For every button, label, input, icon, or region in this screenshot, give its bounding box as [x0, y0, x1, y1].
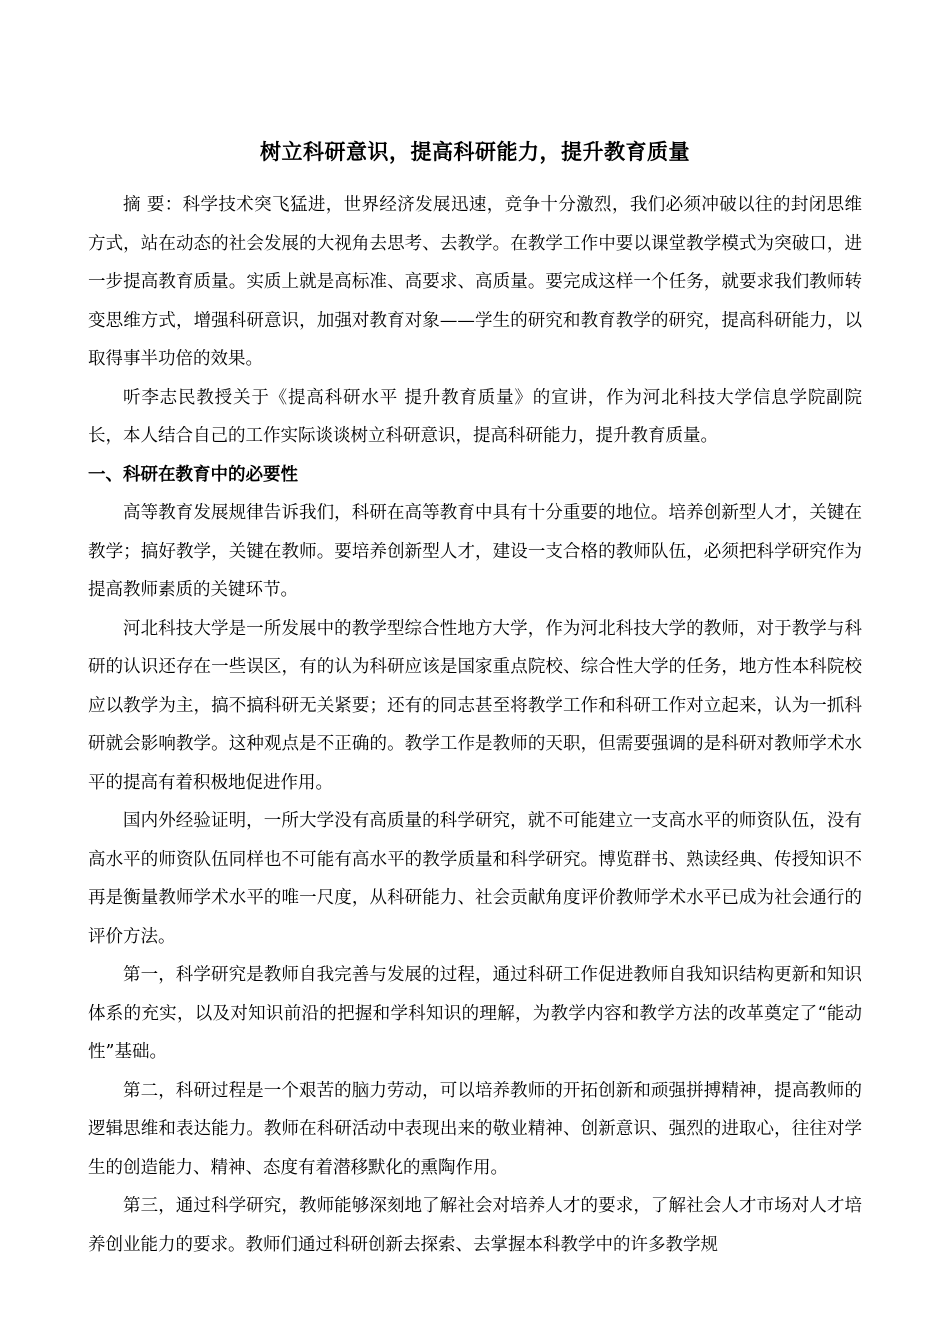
body-paragraph: 国内外经验证明，一所大学没有高质量的科学研究，就不可能建立一支高水平的师资队伍，没有高水平的师资队伍同样也不可能有高水平的教学质量和科学研究。博览群书、熟读经典、传授知识不再是衡量教师学术水平的唯一尺度，从科研能力、社会贡献角度评价教师学术水平已成为社会通行的评价方法。 — [88, 811, 862, 947]
body-paragraph: 第二，科研过程是一个艰苦的脑力劳动，可以培养教师的开拓创新和顽强拼搏精神，提高教师的逻辑思维和表达能力。教师在科研活动中表现出来的敬业精神、创新意识、强烈的进取心，往往对学生的创造能力、精神、态度有着潜移默化的熏陶作用。 — [88, 1080, 862, 1178]
document-page — [88, 136, 862, 1264]
body-paragraph: 高等教育发展规律告诉我们，科研在高等教育中具有十分重要的地位。培养创新型人才，关键在教学；搞好教学，关键在教师。要培养创新型人才，建设一支合格的教师队伍，必须把科学研究作为提高教师素质的关键环节。 — [88, 503, 862, 600]
body-paragraph: 第三，通过科学研究，教师能够深刻地了解社会对培养人才的要求，了解社会人才市场对人才培养创业能力的要求。教师们通过科研创新去探索、去掌握本科教学中的许多教学规 — [88, 1196, 862, 1255]
abstract-paragraph: 摘 要：科学技术突飞猛进，世界经济发展迅速，竞争十分激烈，我们必须冲破以往的封闭思维方式，站在动态的社会发展的大视角去思考、去教学。在教学工作中要以课堂教学模式为突破口，进一步提高教育质量。实质上就是高标准、高要求、高质量。要完成这样一个任务，就要求我们教师转变思维方式，增强科研意识，加强对教育对象——学生的研究和教育教学的研究，提高科研能力，以取得事半功倍的效果。 — [88, 195, 862, 369]
body-paragraph: 第一，科学研究是教师自我完善与发展的过程，通过科研工作促进教师自我知识结构更新和知识体系的充实，以及对知识前沿的把握和学科知识的理解，为教学内容和教学方法的改革奠定了“能动性”基础。 — [88, 965, 862, 1062]
body-paragraph: 河北科技大学是一所发展中的教学型综合性地方大学，作为河北科技大学的教师，对于教学与科研的认识还存在一些误区，有的认为科研应该是国家重点院校、综合性大学的任务，地方性本科院校应以教学为主，搞不搞科研无关紧要；还有的同志甚至将教学工作和科研工作对立起来，认为一抓科研就会影响教学。这种观点是不正确的。教学工作是教师的天职，但需要强调的是科研对教师学术水平的提高有着积极地促进作用。 — [88, 618, 862, 793]
intro-paragraph: 听李志民教授关于《提高科研水平 提升教育质量》的宣讲，作为河北科技大学信息学院副院长，本人结合自己的工作实际谈谈树立科研意识，提高科研能力，提升教育质量。 — [88, 387, 862, 446]
document-title: 树立科研意识，提高科研能力，提升教育质量 — [260, 140, 690, 164]
section-heading: 一、科研在教育中的必要性 — [88, 464, 298, 485]
